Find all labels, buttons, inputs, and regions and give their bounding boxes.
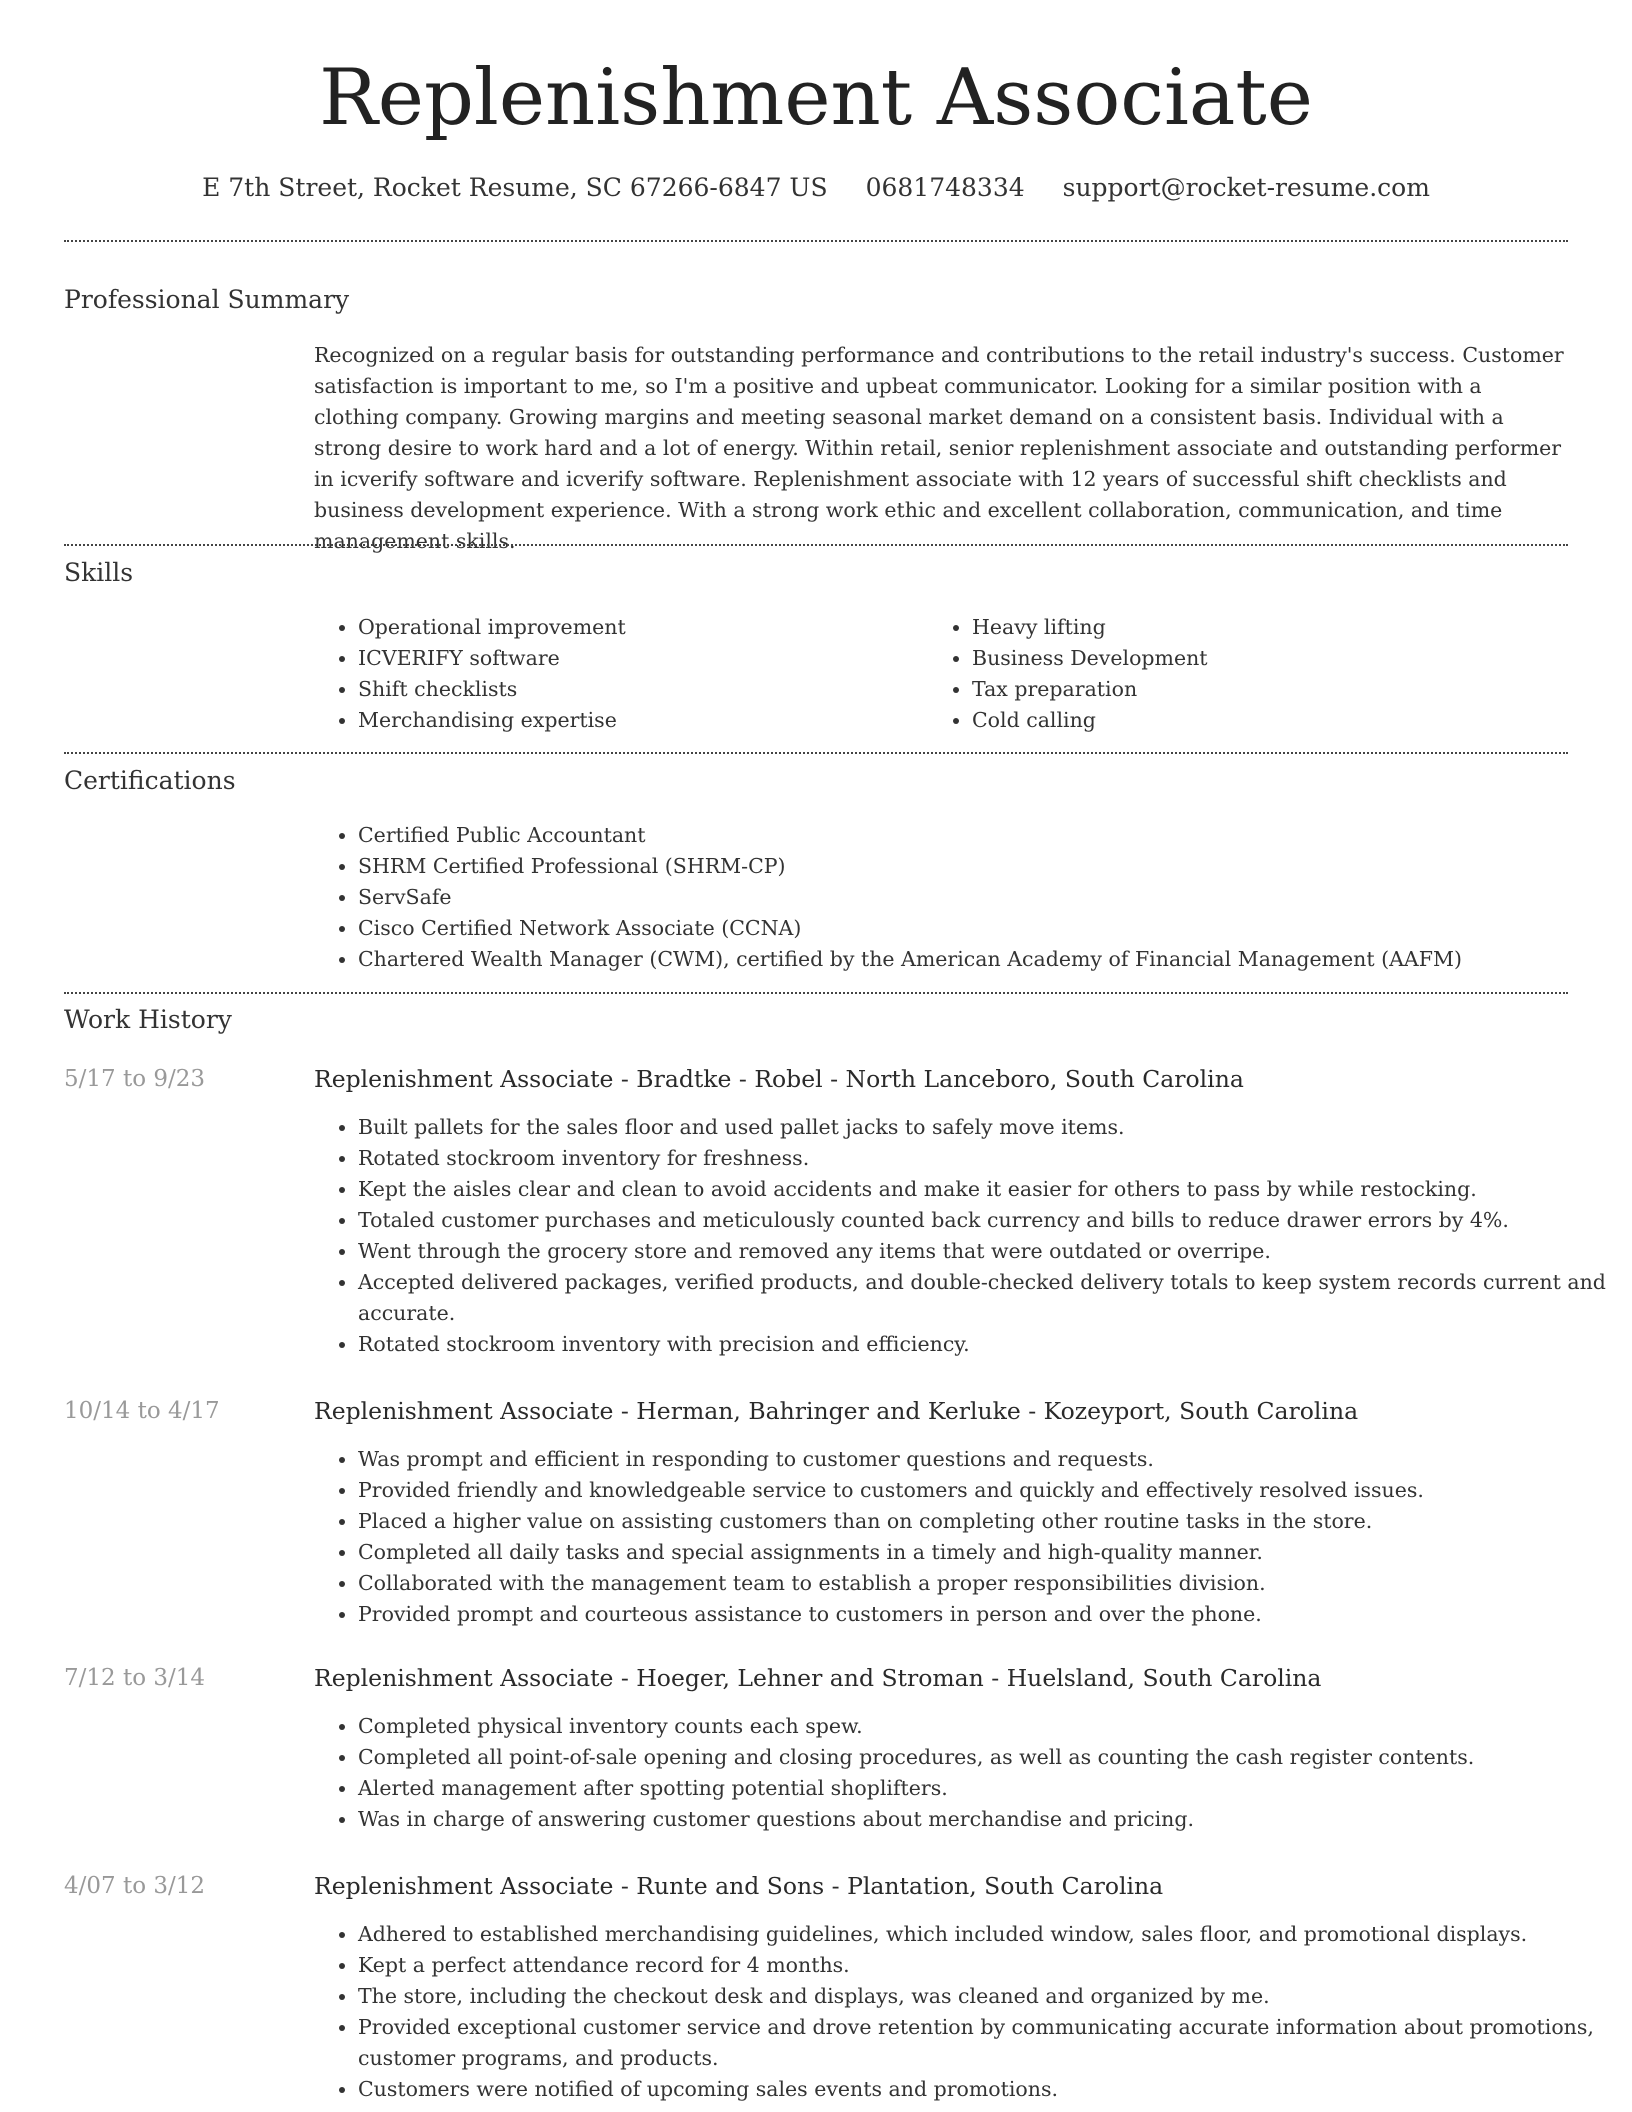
job-date: 4/07 to 3/12 xyxy=(64,1873,206,1899)
skills-list-left xyxy=(314,612,938,736)
skill-item: • Shift checklists xyxy=(358,674,938,705)
job-duty: • Was prompt and efficient in responding to customer questions and requests. xyxy=(358,1444,1614,1475)
job-duty: • Provided friendly and knowledgeable service to customers and quickly and effectively resolved issues. xyxy=(358,1475,1614,1506)
job-date: 5/17 to 9/23 xyxy=(64,1066,206,1092)
skill-item: • Business Development xyxy=(972,643,1592,674)
job-duty: • Placed a higher value on assisting customers than on completing other routine tasks in the store. xyxy=(358,1506,1614,1537)
contact-address: E 7th Street, Rocket Resume, SC 67266-6847 US xyxy=(202,173,828,202)
job-duty: • Went through the grocery store and removed any items that were outdated or overripe. xyxy=(358,1236,1614,1267)
job-duty: • Customers were notified of upcoming sales events and promotions. xyxy=(358,2074,1614,2105)
job-duty: • Rotated stockroom inventory with precision and efficiency. xyxy=(358,1329,1614,1360)
skill-item: • Tax preparation xyxy=(972,674,1592,705)
job-duty: • Completed physical inventory counts each spew. xyxy=(358,1711,1614,1742)
skills-heading: Skills xyxy=(64,558,134,587)
job-duty: • Completed all point-of-sale opening and closing procedures, as well as counting the cash register contents. xyxy=(358,1742,1614,1773)
certification-item: • Cisco Certified Network Associate (CCNA) xyxy=(358,913,1614,944)
section-divider xyxy=(64,992,1568,994)
certification-item: • Chartered Wealth Manager (CWM), certified by the American Academy of Financial Management (AAFM) xyxy=(358,944,1614,975)
job-duties-list xyxy=(314,1711,1614,1835)
job-duty: • Collaborated with the management team to establish a proper responsibilities division. xyxy=(358,1568,1614,1599)
contact-phone: 0681748334 xyxy=(865,173,1025,202)
job-duty: • Provided prompt and courteous assistance to customers in person and over the phone. xyxy=(358,1599,1614,1630)
job-duties-list xyxy=(314,1444,1614,1630)
job-duty: • Rotated stockroom inventory for freshness. xyxy=(358,1143,1614,1174)
contact-email: support@rocket-resume.com xyxy=(1062,173,1430,202)
job-duty: • Kept the aisles clear and clean to avoid accidents and make it easier for others to pass by while restocking. xyxy=(358,1174,1614,1205)
job-duty: • Was in charge of answering customer questions about merchandise and pricing. xyxy=(358,1804,1614,1835)
summary-heading: Professional Summary xyxy=(64,285,350,314)
job-duty: • Accepted delivered packages, verified products, and double-checked delivery totals to keep system records current and accurate. xyxy=(358,1267,1614,1329)
job-duty: • Completed all daily tasks and special assignments in a timely and high-quality manner. xyxy=(358,1537,1614,1568)
section-divider xyxy=(64,752,1568,754)
job-date: 10/14 to 4/17 xyxy=(64,1398,220,1424)
job-title: Replenishment Associate - Runte and Sons - Plantation, South Carolina xyxy=(314,1872,1164,1900)
skill-item: • Cold calling xyxy=(972,705,1592,736)
section-divider xyxy=(64,240,1568,242)
certification-item: • ServSafe xyxy=(358,882,1614,913)
contact-line xyxy=(0,170,1632,206)
job-duty: • Provided exceptional customer service and drove retention by communicating accurate information about promotions, customer programs, and products. xyxy=(358,2012,1614,2074)
job-duties-list xyxy=(314,1919,1614,2105)
job-duty: • Alerted management after spotting potential shoplifters. xyxy=(358,1773,1614,1804)
summary-text: Recognized on a regular basis for outstanding performance and contributions to the retail industry's success. Customer satisfaction is important to me, so I'm a positive and upbeat communicator. Looking for a similar position with a clothing company. Growing margins and meeting seasonal market demand on a consistent basis. Individual with a strong desire to work hard and a lot of energy. Within retail, senior replenishment associate and outstanding performer in icverify software and icverify software. Replenishment associate with 12 years of successful shift checklists and business development experience. With a strong work ethic and excellent collaboration, communication, and time management skills. xyxy=(314,343,1564,553)
job-duty: • Adhered to established merchandising guidelines, which included window, sales floor, and promotional displays. xyxy=(358,1919,1614,1950)
job-title: Replenishment Associate - Hoeger, Lehner and Stroman - Huelsland, South Carolina xyxy=(314,1664,1322,1692)
certifications-list xyxy=(314,820,1614,975)
job-title: Replenishment Associate - Herman, Bahringer and Kerluke - Kozeyport, South Carolina xyxy=(314,1397,1359,1425)
job-duty: • Totaled customer purchases and meticulously counted back currency and bills to reduce drawer errors by 4%. xyxy=(358,1205,1614,1236)
job-title: Replenishment Associate - Bradtke - Robel - North Lanceboro, South Carolina xyxy=(314,1065,1244,1093)
skill-item: • ICVERIFY software xyxy=(358,643,938,674)
skill-item: • Merchandising expertise xyxy=(358,705,938,736)
work-history-heading: Work History xyxy=(64,1005,232,1034)
job-duty: • Kept a perfect attendance record for 4 months. xyxy=(358,1950,1614,1981)
resume-name: Replenishment Associate xyxy=(319,53,1313,143)
job-duties-list xyxy=(314,1112,1614,1360)
skill-item: • Operational improvement xyxy=(358,612,938,643)
certification-item: • SHRM Certified Professional (SHRM-CP) xyxy=(358,851,1614,882)
job-date: 7/12 to 3/14 xyxy=(64,1665,206,1691)
job-duty: • The store, including the checkout desk and displays, was cleaned and organized by me. xyxy=(358,1981,1614,2012)
skills-list-right xyxy=(928,612,1592,736)
section-divider xyxy=(64,544,1568,546)
skill-item: • Heavy lifting xyxy=(972,612,1592,643)
certification-item: • Certified Public Accountant xyxy=(358,820,1614,851)
certifications-heading: Certifications xyxy=(64,766,236,795)
job-duty: • Built pallets for the sales floor and used pallet jacks to safely move items. xyxy=(358,1112,1614,1143)
